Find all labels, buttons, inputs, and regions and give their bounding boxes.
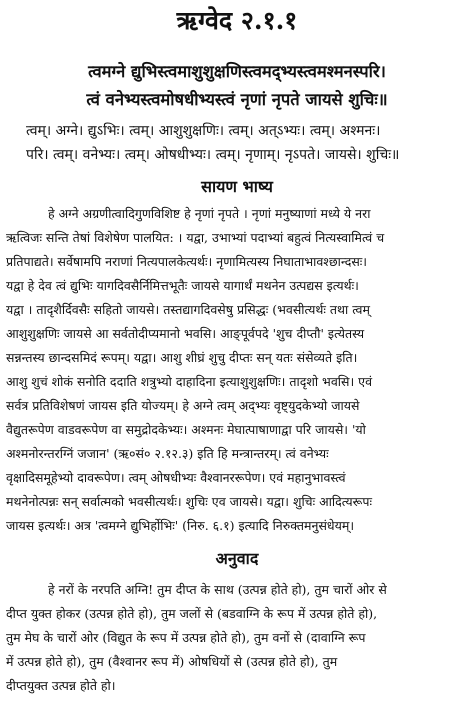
bhashya-line: मथनेनोत्पन्नः सन् सर्वात्मको भवसीत्यर्थः। शुचिः एव जायसे। यद्वा। शुचिः आदित्यरूपः bbox=[6, 494, 372, 509]
bhashya-line: आशुशुक्षणिः जायसे आ सर्वतोदीप्यमानो भवसि। आङ्पूर्वपदे 'शुच दीप्तौ' इत्येतस्य bbox=[6, 326, 365, 341]
bhashya-line: ऋत्विजः सन्ति तेषां विशेषेण पालयित: । यद्वा, उभाभ्यां पदाभ्यां बहुत्वं नित्यस्वामित्वं च bbox=[6, 230, 385, 245]
padapatha-line-1: त्वम्। अग्ने। द्युऽभिः। त्वम्। आशुशुक्षणिः। त्वम्। अत्ऽभ्यः। त्वम्। अश्मनः। bbox=[26, 123, 381, 139]
anuvad-line: हे नरों के नरपति अग्नि! तुम दीप्त के साथ (उत्पन्न होते हो), तुम चारों ओर से bbox=[48, 582, 387, 597]
anuvad-line: में उत्पन्न होते हो), तुम (वैश्वानर रूप में) ओषधियों से (उत्पन्न होते हो), तुम bbox=[6, 654, 338, 669]
bhashya-line: अश्मनोरन्तरग्निं जजान' (ऋ०सं० २.१२.३) इति हि मन्त्रान्तरम्। त्वं वनेभ्यः bbox=[6, 446, 329, 461]
anuvad-line: तुम मेघ के चारों ओर (विद्युत के रूप में उत्पन्न होते हो), तुम वनों से (दावाग्नि रूप bbox=[6, 630, 366, 645]
bhashya-line: सन्नन्तस्य छान्दसमिदं रूपम्। यद्वा। आशु शीघ्रं शुचु दीप्तः सन् यतः संसेव्यते इति। bbox=[6, 350, 358, 365]
bhashya-line: यद्वा हे देव त्वं द्युभिः यागदिवसैर्निमित्तभूतैः जायसे यागार्थं मथनेन उत्पद्यस इत्यर्थः। bbox=[6, 278, 359, 293]
bhashya-line: सर्वत्र प्रतिविशेषणं जायस इति योज्यम्। हे अग्ने त्वम् अद्भ्यः वृष्ट्युदकेभ्यो जायसे bbox=[6, 398, 360, 413]
mantra-line-2: त्वं वनेभ्यस्त्वमोषधीभ्यस्त्वं नृणां नृपते जायसे शुचिः॥ bbox=[86, 90, 388, 109]
anuvad-heading: अनुवाद bbox=[215, 549, 259, 568]
bhashya-line: वृक्षादिसमूहेभ्यो दावरूपेण। त्वम् ओषधीभ्यः वैश्वानररूपेण। एवं महानुभावस्त्वं bbox=[6, 470, 346, 485]
anuvad-line: दीप्तयुक्त उत्पन्न होते हो। bbox=[6, 678, 116, 693]
page-title: ऋग्वेद २.१.१ bbox=[176, 6, 298, 35]
bhashya-line: जायस इत्यर्थः। अत्र 'त्वमग्ने द्युभिर्होभिः' (निरु. ६.१) इत्यादि निरुक्तमनुसंधेयम्। bbox=[6, 518, 355, 533]
padapatha-line-2: परि। त्वम्। वनेभ्यः। त्वम्। ओषधीभ्यः। त्वम्। नृणाम्। नृऽपते। जायसे। शुचिः॥ bbox=[26, 147, 400, 163]
bhashya-line: आशु शुचं शोकं सनोति ददाति शत्रुभ्यो दाहादिना इत्याशुशुक्षणिः। तादृशो भवसि। एवं bbox=[6, 374, 373, 389]
mantra-line-1: त्वमग्ने द्युभिस्त्वमाशुशुक्षणिस्त्वमद्भ्यस्त्वमश्मनस्परि। bbox=[88, 62, 386, 81]
bhashya-heading: सायण भाष्य bbox=[201, 177, 273, 196]
bhashya-line: यद्वा । तादृशैर्दिवसैः सहितो जायसे। तस्तद्यागदिवसेषु प्रसिद्धः (भवसीत्यर्थः तथा त्वम् bbox=[6, 302, 370, 317]
bhashya-line: वैद्युतरूपेण वाडवरूपेण वा समुद्रोदकेभ्यः। अश्मनः मेघात्पाषाणाद्वा परि जायसे। 'यो bbox=[6, 422, 366, 437]
bhashya-line: हे अग्ने अग्रणीत्वादिगुणविशिष्ट हे नृणां नृपते । नृणां मनुष्याणां मध्ये ये नरा bbox=[48, 206, 371, 221]
anuvad-line: दीप्त युक्त होकर (उत्पन्न होते हो), तुम जलों से (बडवाग्नि के रूप में उत्पन्न होते हो), bbox=[6, 606, 378, 621]
bhashya-line: प्रतिपाद्यते। सर्वेषामपि नराणां नित्यपालकेत्यर्थः। नृणामित्यस्य निघाताभावश्छान्दसः। bbox=[6, 254, 368, 269]
